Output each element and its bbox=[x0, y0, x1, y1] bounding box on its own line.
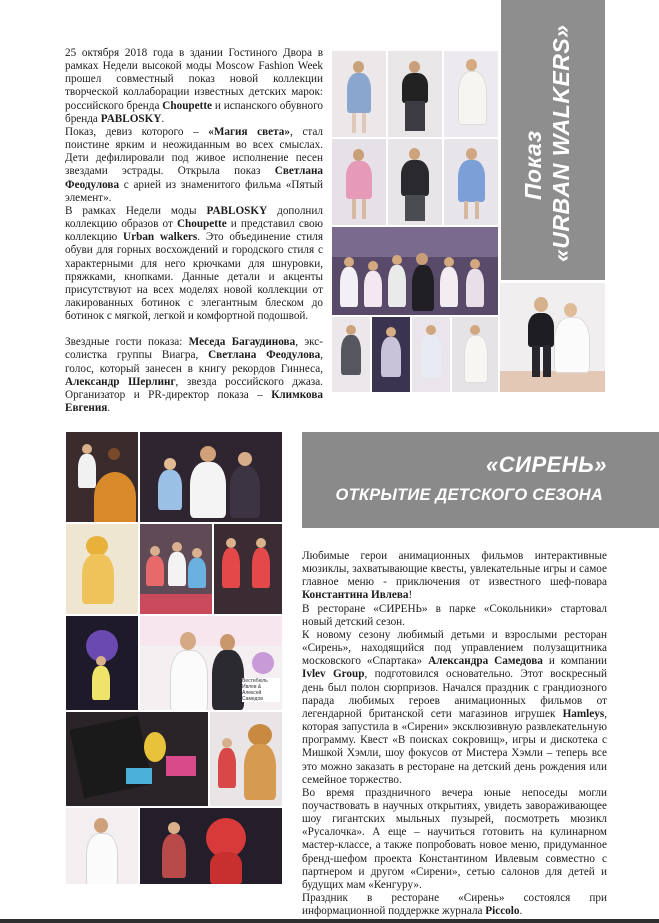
siren-paragraph-1: Любимые герои анимационных фильмов интерактивные мюзиклы, захватывающие квесты, увлекательные игры и самое главное меню - приключения от известного шеф-повара Константина Ивлева! bbox=[302, 550, 607, 602]
siren-subtitle: ОТКРЫТИЕ ДЕТСКОГО СЕЗОНА bbox=[335, 486, 603, 504]
siren-paragraph-4: Во время праздничного вечера юные непоседы могли поучаствовать в научных открытиях, увидеть завораживающее шоу гигантских мыльных пузырей, посмотреть мюзикл «Русалочка». А еще – научиться готовить на кулинарном мастер-классе, а также попробовать новое меню, придуманное бренд-шефом проекта Константином Ивлевым совместно с партнером и другом «Сирени», сетью салонов для детей и будущих мам «Кенгуру». bbox=[302, 786, 607, 891]
party-photo bbox=[140, 808, 282, 884]
party-photo bbox=[66, 616, 138, 710]
fashion-paragraph-1: 25 октября 2018 года в здании Гостиного Двора в рамках Недели высокой моды Moscow Fashion Week прошел совместный показ новой коллекции творческой коллаборации известных детских марок: российского бренда Choupette и испанского обувного бренда PABLOSKY. bbox=[65, 47, 323, 125]
runway-photo bbox=[412, 317, 450, 392]
runway-photo bbox=[444, 139, 498, 225]
fashion-paragraph-3: В рамках Недели моды PABLOSKY дополнил коллекцию образов от Choupette и представил свою коллекцию Urban walkers. Это объединение стиля обуви для горных восхождений и городского стиля с характерными для него крючками для шнуровки, пряжками, кнопками. Данные детали и акценты присутствуют на всех моделях новой коллекции от лакированных ботинок с элегантным блеском до ботинок с мягкой, легкой и комфортной подошвой. bbox=[65, 204, 323, 323]
siren-title: «СИРЕНЬ» bbox=[486, 452, 607, 477]
party-photo bbox=[140, 524, 212, 614]
party-photo bbox=[210, 712, 282, 806]
runway-group-photo bbox=[332, 227, 498, 315]
party-photo bbox=[66, 432, 138, 522]
fashion-paragraph-4: Звездные гости показа: Меседа Багаудинова, экс-солистка группы Виагра, Светлана Феодулова, голос, который занесен в книгу рекордов Гиннеса, Александр Шерлинг, звезда российского джаза. Организатор и PR-директор показа – Климкова Евгения. bbox=[65, 336, 323, 415]
runway-couple-photo bbox=[500, 283, 605, 392]
runway-photo bbox=[372, 317, 410, 392]
fashion-article-text bbox=[65, 47, 323, 415]
runway-photo bbox=[332, 51, 386, 137]
runway-photo bbox=[444, 51, 498, 137]
runway-photo bbox=[388, 51, 442, 137]
siren-article-text bbox=[302, 550, 607, 918]
siren-paragraph-2: В ресторане «СИРЕНЬ» в парке «Сокольники» стартовал новый детский сезон. bbox=[302, 602, 607, 628]
urban-walkers-banner bbox=[501, 0, 605, 280]
siren-banner bbox=[302, 432, 659, 528]
siren-paragraph-5: Праздник в ресторане «Сирень» состоялся при информационной поддержке журнала Piccolo. bbox=[302, 892, 607, 918]
photo-caption: Вестибюль Ивлев & Алексей Самедов bbox=[242, 678, 280, 702]
fashion-paragraph-2: Показ, девиз которого – «Магия света», стал поистине ярким и неожиданным во всех смыслах. Дети дефилировали под живое исполнение песен звездами эстрады. Открыла показ Светлана Феодулова с арией из знаменитого фильма «Пятый элемент». bbox=[65, 125, 323, 204]
party-photo bbox=[66, 808, 138, 884]
urban-walkers-banner-text: Показ «URBAN WALKERS» bbox=[520, 24, 574, 262]
page-bottom-rule bbox=[0, 919, 659, 923]
party-photo bbox=[214, 524, 282, 614]
runway-photo bbox=[332, 139, 386, 225]
runway-photo bbox=[452, 317, 498, 392]
party-photo bbox=[66, 712, 208, 806]
runway-photo bbox=[388, 139, 442, 225]
siren-paragraph-3: К новому сезону любимый детьми и взрослыми ресторан «Сирень», находящийся под управлением полузащитника московского «Спартака» Александра Самедова и компании Ivlev Group, подготовился основательно. Этот воскресный день был полон сюрпризов. Начался праздник с грандиозного парада любимых героев анимационных фильмов от легендарной британской сети магазинов игрушек Hamleys, которая запустила в «Сирени» эксклюзивную развлекательную программу. Квест «В поисках сокровищ», игры и дискотека с Мишкой Хэмли, шоу фокусов от Мистера Хэмли – теперь все это можно заказать в ресторане на детский день рождения или семейное торжество. bbox=[302, 628, 608, 786]
party-photo-chefs bbox=[140, 616, 282, 710]
runway-photo bbox=[332, 317, 370, 392]
party-photo bbox=[66, 524, 138, 614]
party-photo bbox=[140, 432, 282, 522]
